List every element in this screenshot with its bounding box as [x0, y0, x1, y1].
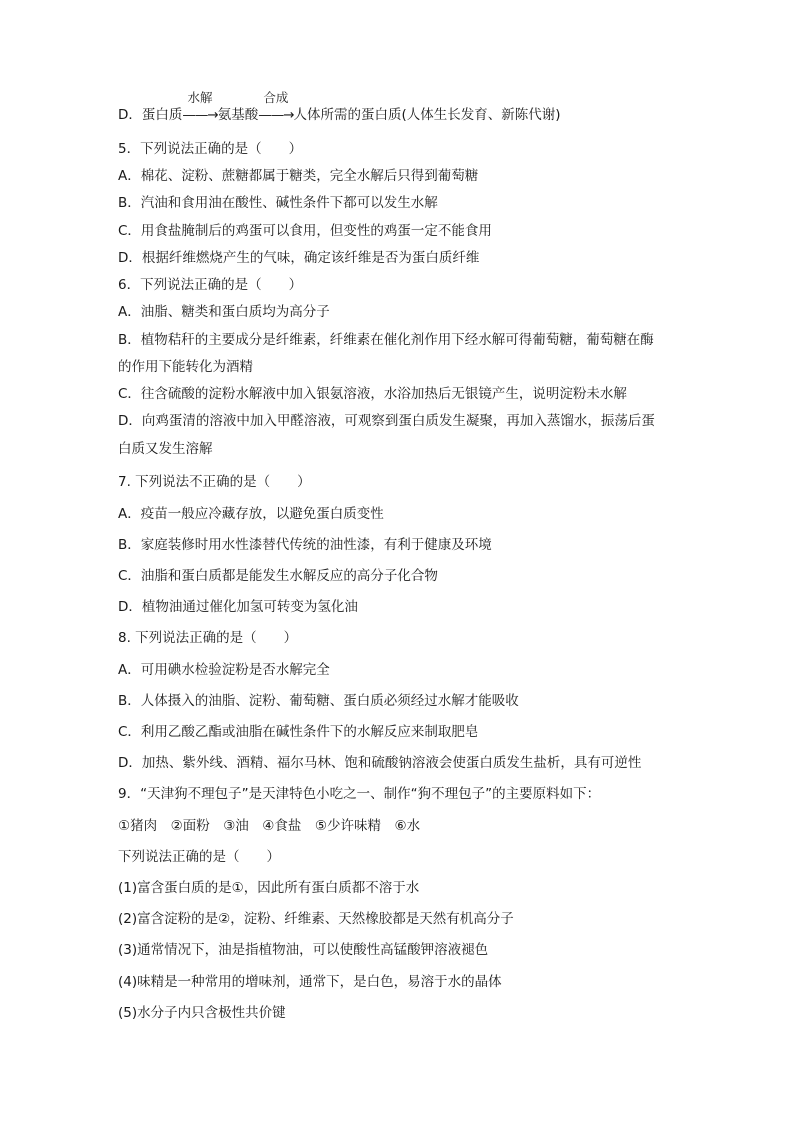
- q7-option-d: D．植物油通过催化加氢可转变为氢化油: [118, 599, 358, 615]
- q4d-mid: 氨基酸: [217, 107, 259, 123]
- hydrolysis-label: 水解: [187, 90, 213, 105]
- q8-option-a: A．可用碘水检验淀粉是否水解完全: [118, 662, 330, 678]
- q8-option-b: B．人体摄入的油脂、淀粉、葡萄糖、蛋白质必须经过水解才能吸收: [118, 693, 519, 709]
- q7-option-a: A．疫苗一般应冷藏存放，以避免蛋白质变性: [118, 506, 384, 522]
- q5-option-a: A．棉花、淀粉、蔗糖都属于糖类，完全水解后只得到葡萄糖: [118, 168, 479, 184]
- q9-sub-stem: 下列说法正确的是（ ）: [118, 849, 280, 865]
- q4-option-d: [118, 90, 688, 124]
- q6-option-a: A．油脂、糖类和蛋白质均为高分子: [118, 304, 330, 320]
- arrow-1: ——→: [182, 107, 218, 123]
- q6-option-d-line2: 白质又发生溶解: [118, 441, 213, 457]
- q6-option-b-line1: B．植物秸秆的主要成分是纤维素，纤维素在催化剂作用下经水解可得葡萄糖，葡萄糖在酶: [118, 332, 654, 348]
- q4d-prefix: D．蛋白质: [118, 107, 183, 123]
- q6-option-c: C．往含硫酸的淀粉水解液中加入银氨溶液，水浴加热后无银镜产生，说明淀粉未水解: [118, 386, 627, 402]
- q5-option-b: B．汽油和食用油在酸性、碱性条件下都可以发生水解: [118, 195, 438, 211]
- q6-stem: 6．下列说法正确的是（ ）: [118, 277, 303, 293]
- q9-statement-2: (2)富含淀粉的是②，淀粉、纤维素、天然橡胶都是天然有机高分子: [118, 911, 514, 927]
- q9-statement-4: (4)味精是一种常用的增味剂，通常下，是白色，易溶于水的晶体: [118, 974, 502, 990]
- q9-ingredients: ①猪肉 ②面粉 ③油 ④食盐 ⑤少许味精 ⑥水: [118, 818, 421, 834]
- q9-statement-3: (3)通常情况下，油是指植物油，可以使酸性高锰酸钾溶液褪色: [118, 942, 489, 958]
- q6-option-d-line1: D．向鸡蛋清的溶液中加入甲醛溶液，可观察到蛋白质发生凝聚，再加入蒸馏水，振荡后蛋: [118, 413, 655, 429]
- q9-stem: 9．“天津狗不理包子”是天津特色小吃之一、制作“狗不理包子”的主要原料如下：: [118, 786, 601, 802]
- q5-option-c: C．用食盐腌制后的鸡蛋可以食用，但变性的鸡蛋一定不能食用: [118, 223, 492, 239]
- synthesis-arrow: [258, 90, 294, 124]
- q5-stem: 5．下列说法正确的是（ ）: [118, 141, 303, 157]
- arrow-2: ——→: [258, 107, 294, 123]
- q7-stem: 7. 下列说法不正确的是（ ）: [118, 474, 311, 490]
- q8-option-d: D．加热、紫外线、酒精、福尔马林、饱和硫酸钠溶液会使蛋白质发生盐析，具有可逆性: [118, 755, 642, 771]
- q8-option-c: C．利用乙酸乙酯或油脂在碱性条件下的水解反应来制取肥皂: [118, 724, 479, 740]
- q7-option-c: C．油脂和蛋白质都是能发生水解反应的高分子化合物: [118, 568, 438, 584]
- q9-statement-1: (1)富含蛋白质的是①，因此所有蛋白质都不溶于水: [118, 880, 420, 896]
- q7-option-b: B．家庭装修时用水性漆替代传统的油性漆，有利于健康及环境: [118, 537, 492, 553]
- q9-statement-5: (5)水分子内只含极性共价键: [118, 1005, 286, 1021]
- q5-option-d: D．根据纤维燃烧产生的气味，确定该纤维是否为蛋白质纤维: [118, 250, 480, 266]
- q4d-suffix: 人体所需的蛋白质(人体生长发育、新陈代谢): [293, 107, 561, 123]
- q8-stem: 8. 下列说法正确的是（ ）: [118, 630, 298, 646]
- hydrolysis-arrow: [182, 90, 218, 124]
- q6-option-b-line2: 的作用下能转化为酒精: [118, 359, 253, 375]
- synthesis-label: 合成: [263, 90, 289, 105]
